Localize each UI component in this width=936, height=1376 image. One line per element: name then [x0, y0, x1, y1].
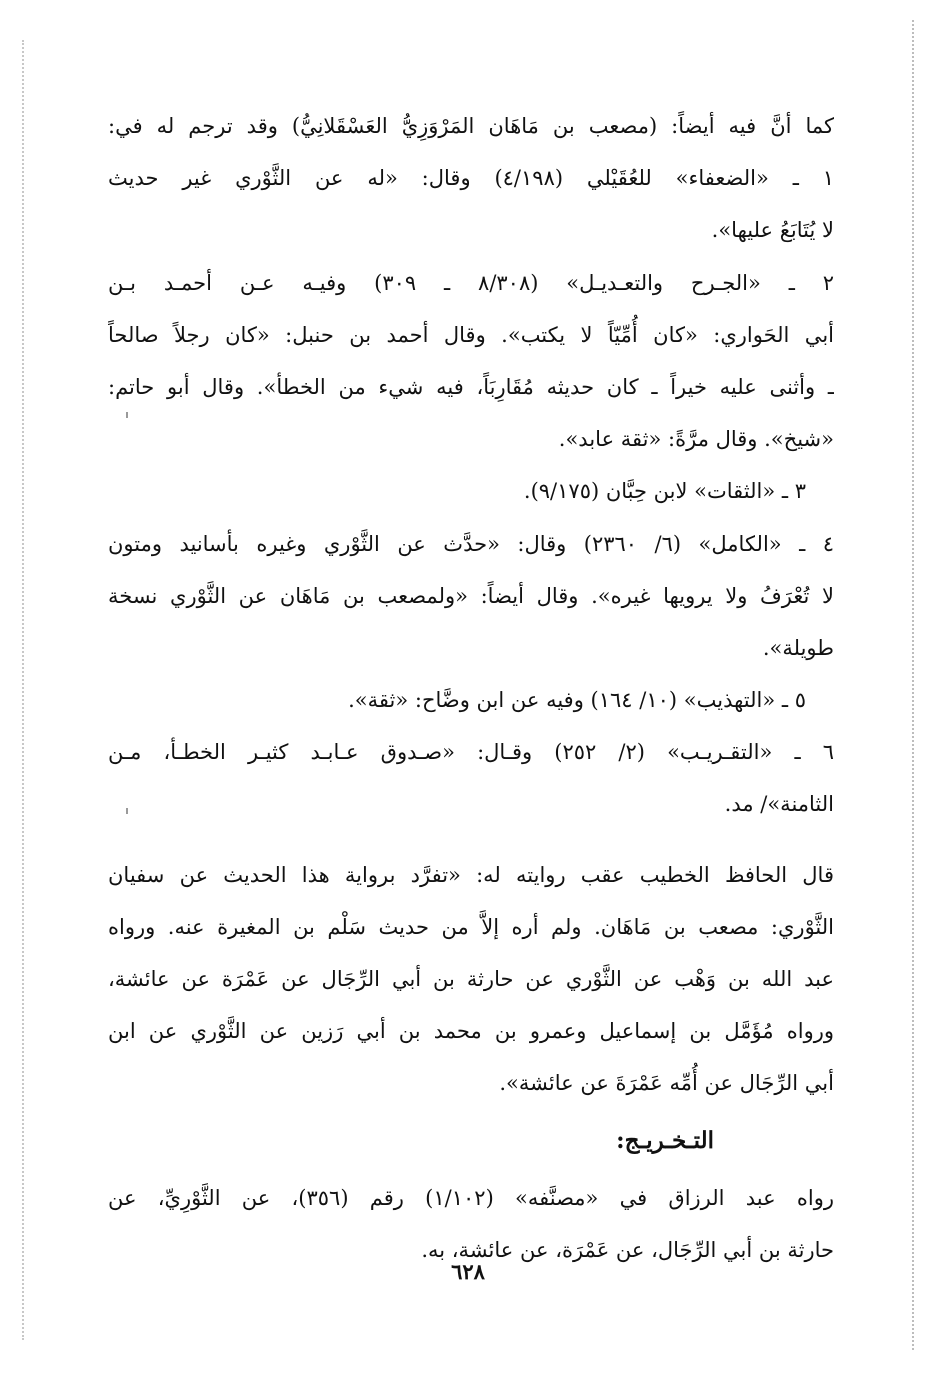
source-2-line-1: ٢ ـ «الجـرح والتعـديـل» (٨/٣٠٨ ـ ٣٠٩) وفيـه عـن أحمـد بـن [108, 270, 834, 295]
source-4-line-3: طويلة». [762, 635, 834, 660]
khatib-paragraph [108, 849, 834, 1110]
takhrij-line-2: حارثة بن أبي الرِّجَال، عن عَمْرَة، عن عائشة، به. [421, 1237, 834, 1262]
source-entry-4 [108, 518, 834, 675]
source-1-line-1: ١ ـ «الضعفاء» للعُقَيْلي (٤/١٩٨) وقال: «له عن الثَّوْري غير حديث [108, 166, 834, 191]
source-2-line-3: ـ وأثنى عليه خيراً ـ كان حديثه مُقَارِبَاً، فيه شيء من الخطأ». وقال أبو حاتم: [108, 374, 834, 399]
page-number: ٦٢٨ [451, 1259, 485, 1284]
source-1-line-2: لا يُتَابَعُ عليها». [711, 218, 834, 243]
khatib-line-4: ورواه مُؤَمَّل بن إسماعيل وعمرو بن محمد بن أبي رَزين عن الثَّوْري عن ابن [108, 1019, 834, 1044]
source-3-line-1: ٣ ـ «الثقات» لابن حِبَّان (٩/١٧٥). [523, 479, 806, 504]
source-4-line-2: لا تُعْرَفُ ولا يرويها غيره». وقال أيضاً: «ولمصعب بن مَاهَان عن الثَّوْري نسخة [108, 583, 834, 608]
source-2-line-2: أبي الحَواري: «كان أُمِّيّاً لا يكتب». وقال أحمد بن حنبل: «كان رجلاً صالحاً [108, 322, 834, 347]
source-5-line-1: ٥ ـ «التهذيب» (١٠/ ١٦٤) وفيه عن ابن وضَّاح: «ثقة». [348, 688, 806, 713]
source-6-line-1: ٦ ـ «التقـريـب» (٢/ ٢٥٢) وقـال: «صـدوق عـابـد كثيـر الخطـأ، مـن [108, 740, 834, 765]
source-6-line-2: الثامنة»/ مد. [724, 792, 834, 817]
source-entry-1 [108, 152, 834, 256]
khatib-line-1: قال الحافظ الخطيب عقب روايته له: «تفرَّد برواية هذا الحديث عن سفيان [108, 862, 834, 887]
scan-edge-right [912, 20, 914, 1350]
khatib-line-5: أبي الرِّجَال عن أُمِّه عَمْرَةَ عن عائشة». [499, 1071, 834, 1096]
source-entry-2 [108, 257, 834, 466]
source-entry-5 [108, 674, 834, 726]
khatib-line-2: الثَّوْري: مصعب بن مَاهَان. ولم أره إلاَّ من حديث سَلْم بن المغيرة عنه. ورواه [108, 914, 834, 939]
source-4-line-1: ٤ ـ «الكامل» (٦/ ٢٣٦٠) وقال: «حدَّث عن الثَّوْري وغيره بأسانيد ومتون [108, 531, 834, 556]
khatib-line-3: عبد الله بن وَهْب عن الثَّوْري عن حارثة بن أبي الرِّجَال عن عَمْرَة عن عائشة، [108, 967, 834, 991]
source-entry-6 [108, 726, 834, 830]
section-heading-takhrij: التـخـريـج: [616, 1126, 714, 1154]
source-entry-3 [108, 465, 834, 517]
page-text [108, 100, 834, 1276]
scan-edge-left [22, 40, 24, 1340]
paragraph-gap [108, 831, 834, 849]
source-2-line-4: «شيخ». وقال مرَّةً: «ثقة عابد». [558, 427, 834, 452]
intro-line: كما أنَّ فيه أيضاً: (مصعب بن مَاهَان المَرْوَزِيُّ العَسْقَلانِيُّ) وقد ترجم له في: [108, 114, 834, 138]
takhrij-line-1: رواه عبد الرزاق في «مصنَّفه» (١/١٠٢) رقم (٣٥٦)، عن الثَّوْرِيِّ، عن [108, 1185, 834, 1210]
